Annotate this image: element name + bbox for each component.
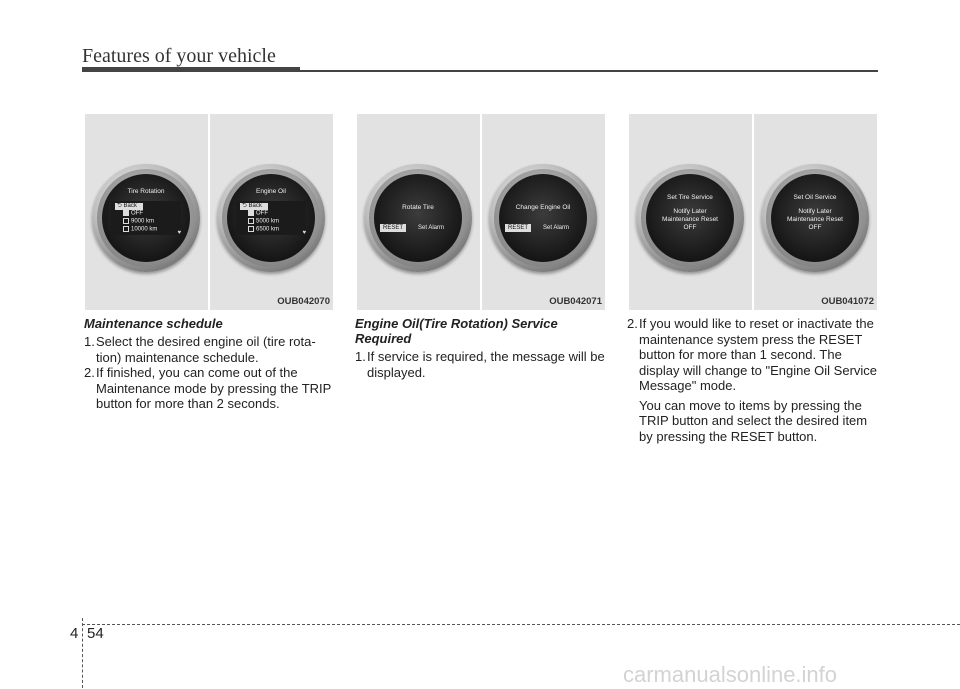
gauge-line: Notify Later (798, 208, 832, 215)
gauge-line: Notify Later (673, 208, 707, 215)
reset-badge: RESET (505, 224, 531, 232)
figure-subpanel (482, 114, 605, 310)
set-alarm-label: Set Alarm (543, 225, 570, 231)
back-label: ⮌ Back (115, 203, 143, 210)
checkbox-icon (248, 218, 254, 224)
figure-subpanel (210, 114, 333, 310)
list-item: 2. If you would like to reset or inactivate the maintenance system press the RESET button for more than 1 second. The display will change to "Engine Oil Service Message" mode. (627, 316, 878, 393)
gauge-line: Maintenance Reset (661, 216, 718, 223)
back-label: ⮌ Back (240, 203, 268, 210)
cluster-gauge-icon (364, 164, 472, 272)
figure-panel-maintenance (85, 114, 333, 310)
checkbox-icon (123, 226, 129, 232)
chapter-number: 4 (70, 625, 79, 642)
gauge-title: Set Tire Service (667, 194, 713, 201)
indicator-icon: ♥ (302, 230, 306, 236)
figure-subpanel (85, 114, 208, 310)
figure-code: OUB041072 (821, 296, 874, 307)
figure-subpanel (629, 114, 752, 310)
gauge-title: Tire Rotation (127, 188, 165, 195)
gauge-line: Maintenance Reset (786, 216, 843, 223)
note-paragraph: You can move to items by pressing the TRIP button and select the desired item by pressing the RESET button. (639, 397, 868, 444)
option-label: OFF (131, 210, 143, 217)
gauge-title: Set Oil Service (793, 194, 837, 201)
cluster-gauge-icon (217, 164, 325, 272)
indicator-icon: ♥ (177, 230, 181, 236)
cluster-gauge-icon (636, 164, 744, 272)
section-heading: Engine Oil(Tire Rotation) Service Required (355, 316, 558, 346)
gauge-line: OFF (808, 224, 822, 231)
lcd-screen (236, 201, 306, 235)
header-rule-thin (300, 70, 878, 72)
checkbox-icon (123, 218, 129, 224)
page-number: 54 (87, 625, 104, 642)
figure-code: OUB042071 (549, 296, 602, 307)
text-column-3 (627, 316, 879, 444)
gauge-title: Change Engine Oil (515, 204, 571, 211)
cluster-gauge-icon (761, 164, 869, 272)
footer-divider-vertical (82, 618, 83, 688)
list-item: 2. If finished, you can come out of the Maintenance mode by pressing the TRIP button for more than 2 seconds. (84, 365, 332, 411)
figure-subpanel (754, 114, 877, 310)
list-item: 1. Select the desired engine oil (tire rota-tion) maintenance schedule. (84, 334, 316, 365)
reset-badge: RESET (380, 224, 406, 232)
gauge-title: Rotate Tire (402, 204, 434, 211)
list-item: 1. If service is required, the message will be displayed. (355, 349, 605, 380)
figure-panel-reset (629, 114, 877, 310)
option-label: 6500 km (256, 226, 280, 233)
option-label: 10000 km (131, 226, 158, 233)
header-title: Features of your vehicle (82, 45, 276, 67)
text-column-2 (355, 316, 607, 380)
section-heading: Maintenance schedule (84, 316, 223, 331)
set-alarm-label: Set Alarm (418, 225, 445, 231)
checkbox-icon (248, 210, 254, 216)
figure-panel-service-required (357, 114, 605, 310)
gauge-line: OFF (683, 224, 697, 231)
watermark: carmanualsonline.info (623, 662, 838, 687)
lcd-screen (111, 201, 181, 235)
checkbox-icon (123, 210, 129, 216)
figure-code: OUB042070 (277, 296, 330, 307)
option-label: 5000 km (256, 218, 280, 225)
cluster-gauge-icon (92, 164, 200, 272)
cluster-gauge-icon (489, 164, 597, 272)
figure-subpanel (357, 114, 480, 310)
checkbox-icon (248, 226, 254, 232)
option-label: OFF (256, 210, 268, 217)
footer-divider-horizontal (82, 624, 960, 625)
gauge-title: Engine Oil (256, 188, 286, 195)
option-label: 9000 km (131, 218, 155, 225)
header-rule-thick (82, 67, 300, 72)
text-column-1 (84, 316, 336, 412)
